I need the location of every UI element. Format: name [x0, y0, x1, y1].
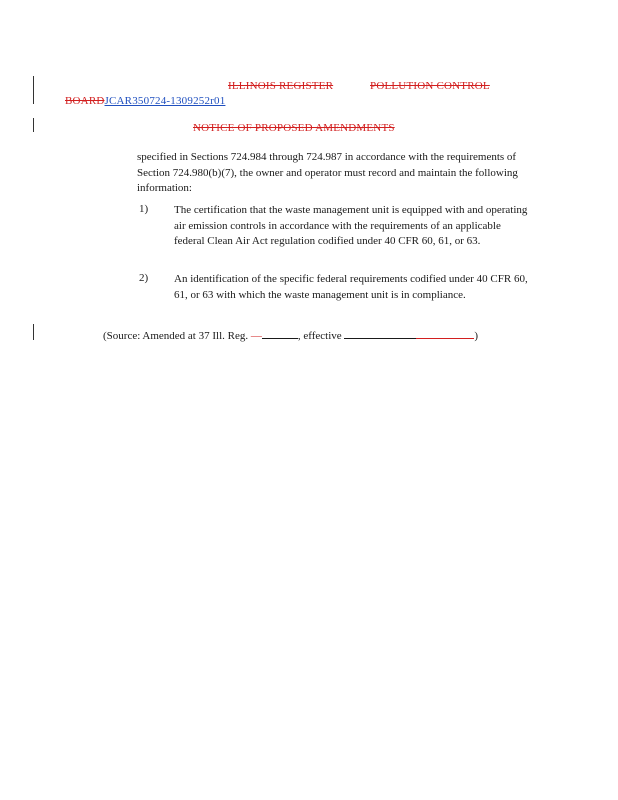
- deleted-dash: —: [250, 330, 262, 342]
- change-bar: [33, 118, 34, 132]
- source-line: [103, 328, 478, 342]
- item-text: An identification of the specific federal requirements codified under 40 CFR 60, 61, or 63 with which the waste management unit is in compliance.: [174, 273, 528, 301]
- change-bar: [33, 324, 34, 340]
- source-effective: , effective: [297, 330, 345, 342]
- header-board-deleted: POLLUTION CONTROL: [370, 80, 490, 92]
- source-prefix: (Source: Amended at 37 Ill. Reg.: [103, 330, 251, 342]
- register-page-blank: [262, 328, 298, 339]
- item-number: 2): [139, 272, 149, 284]
- item-text: The certification that the waste management unit is equipped with and operating air emission controls in accordance with the requirements of an applicable federal Clean Air Act regulation codified under 40 CFR 60, 61, or 63.: [174, 204, 528, 247]
- header-register-deleted: ILLINOIS REGISTER: [228, 80, 334, 92]
- change-bar: [33, 76, 34, 104]
- header-line-2: [65, 95, 225, 107]
- effective-date-blank-deleted: [416, 328, 474, 339]
- effective-date-blank: [344, 328, 416, 339]
- header-board-continuation-deleted: BOARD: [65, 95, 105, 107]
- notice-heading-deleted: NOTICE OF PROPOSED AMENDMENTS: [193, 122, 395, 134]
- intro-paragraph: specified in Sections 724.984 through 724.987 in accordance with the requirements of Section 724.980(b)(7), the owner and operator must record and maintain the following information:: [137, 151, 518, 194]
- source-suffix: ): [474, 330, 479, 342]
- document-id-inserted: JCAR350724-1309252r01: [104, 95, 226, 107]
- item-number: 1): [139, 203, 149, 215]
